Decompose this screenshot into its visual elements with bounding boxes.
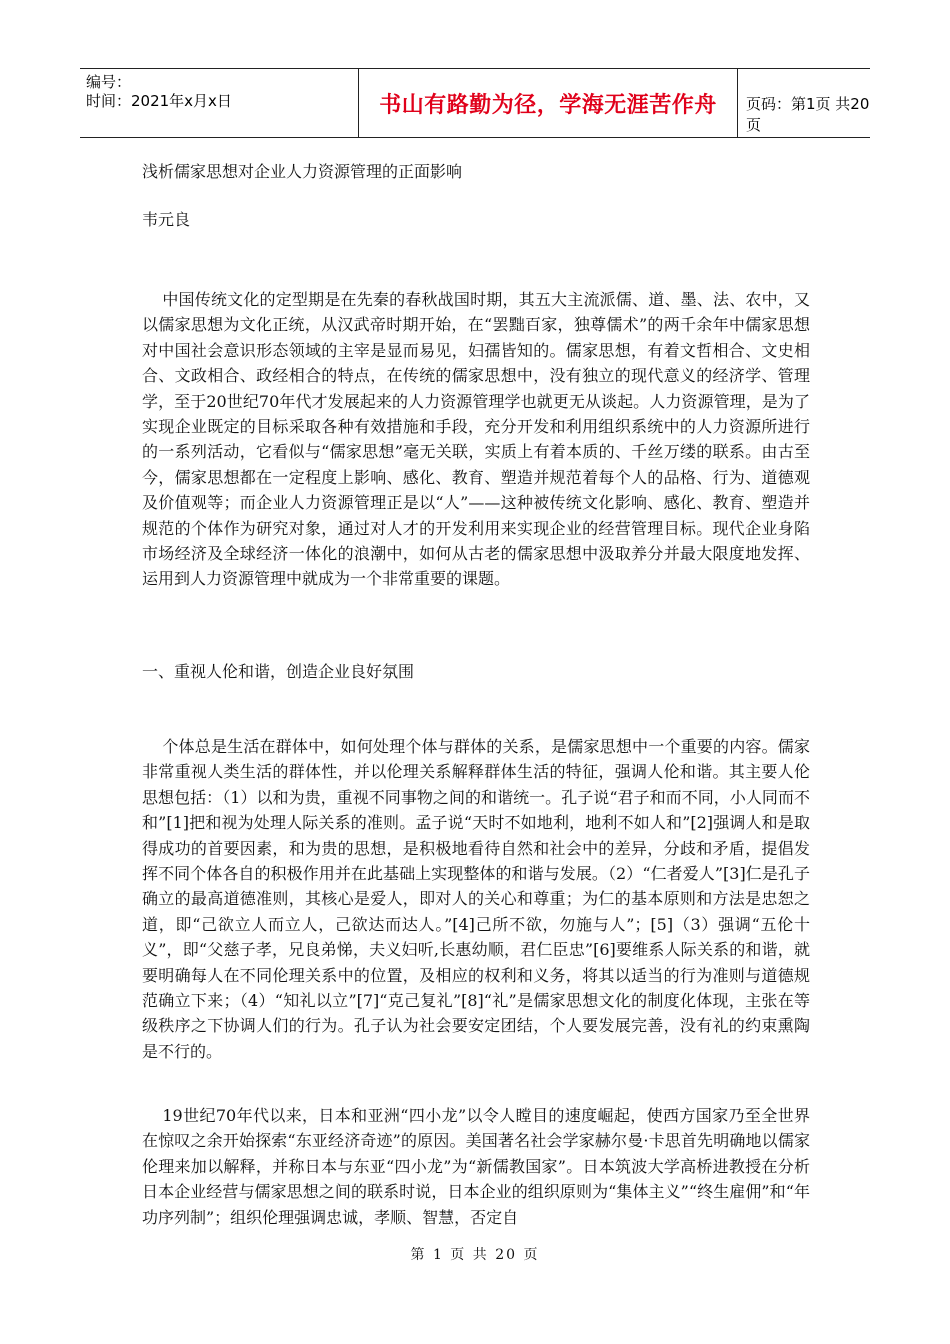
header-page-info: 页码：第1页 共20页: [746, 95, 870, 134]
paragraph-intro: 中国传统文化的定型期是在先秦的春秋战国时期，其五大主流派儒、道、墨、法、农中，又以儒家思想为文化正统，从汉武帝时期开始，在“罢黜百家，独尊儒术”的两千余年中儒家思想对中国社会意识形态领域的主宰是显而易见，妇孺皆知的。儒家思想，有着文哲相合、文史相合、文政相合、政经相合的特点，在传统的儒家思想中，没有独立的现代意义的经济学、管理学，至于20世纪70年代才发展起来的人力资源管理学也就更无从谈起。人力资源管理，是为了实现企业既定的目标采取各种有效措施和手段，充分开发和利用组织系统中的人力资源所进行的一系列活动，它看似与“儒家思想”毫无关联，实质上有着本质的、千丝万缕的联系。由古至今，儒家思想都在一定程度上影响、感化、教育、塑造并规范着每个人的品格、行为、道德观及价值观等；而企业人力资源管理正是以“人”——这种被传统文化影响、感化、教育、塑造并规范的个体作为研究对象，通过对人才的开发利用来实现企业的经营管理目标。现代企业身陷市场经济及全球经济一体化的浪潮中，如何从古老的儒家思想中汲取养分并最大限度地发挥、运用到人力资源管理中就成为一个非常重要的课题。: [142, 290, 810, 589]
paragraph-section-1: 个体总是生活在群体中，如何处理个体与群体的关系，是儒家思想中一个重要的内容。儒家非常重视人类生活的群体性，并以伦理关系解释群体生活的特征，强调人伦和谐。其主要人伦思想包括：（1）以和为贵，重视不同事物之间的和谐统一。孔子说“君子和而不同，小人同而不和”[1]把和视为处理人际关系的准则。孟子说“天时不如地利，地利不如人和”[2]强调人和是取得成功的首要因素，和为贵的思想，是积极地看待自然和社会中的差异，分歧和矛盾，提倡发挥不同个体各自的积极作用并在此基础上实现整体的和谐与发展。（2）“仁者爱人”[3]仁是孔子确立的最高道德准则，其核心是爱人，即对人的关心和尊重；为仁的基本原则和方法是忠恕之道，即“己欲立人而立人，己欲达而达人。”[4]己所不欲，勿施与人”；[5]（3）强调“五伦十义”，即“父慈子孝，兄良弟悌，夫义妇听,长惠幼顺，君仁臣忠”[6]要维系人际关系的和谐，就要明确每人在不同伦理关系中的位置，及相应的权利和义务，将其以适当的行为准则与道德规范确立下来；（4）“知礼以立”[7]“克己复礼”[8]“礼”是儒家思想文化的制度化体现，主张在等级秩序之下协调人们的行为。孔子认为社会要安定团结，个人要发展完善，没有礼的约束熏陶是不行的。: [142, 737, 810, 1061]
document-number-label: 编号：: [86, 73, 132, 91]
paragraph-east-asia: 19世纪70年代以来，日本和亚洲“四小龙”以令人瞠目的速度崛起，使西方国家乃至全世界在惊叹之余开始探索“东亚经济奇迹”的原因。美国著名社会学家赫尔曼·卡思首先明确地以儒家伦理来加以解释，并称日本与东亚“四小龙”为“新儒教国家”。日本筑波大学高桥进教授在分析日本企业经营与儒家思想之间的联系时说，日本企业的组织原则为“集体主义”“终生雇佣”和“年功序列制”；组织伦理强调忠诚，孝顺、智慧，否定自: [142, 1106, 810, 1227]
document-title: 浅析儒家思想对企业人力资源管理的正面影响: [142, 162, 463, 181]
header-motto: 书山有路勤为径，学海无涯苦作舟: [358, 69, 738, 137]
page-footer: 第 1 页 共 20 页: [410, 1247, 540, 1263]
document-time-label: 时间：2021年x月x日: [86, 92, 232, 110]
section-heading: 一、重视人伦和谐，创造企业良好氛围: [142, 662, 415, 681]
document-author: 韦元良: [142, 210, 191, 229]
header-meta: [86, 73, 281, 111]
page-header: [80, 68, 870, 138]
